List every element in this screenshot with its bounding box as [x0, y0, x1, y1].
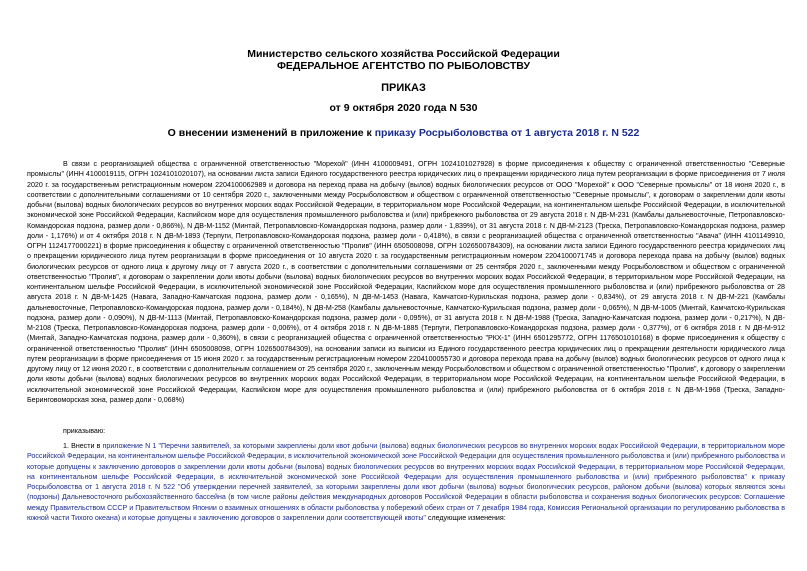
appendix-link[interactable]: приложение N 1 "Перечни заявителей, за которыми закреплены доли квот добычи (вылова) водных биологических ресурсов во внутренних морских водах Российской Федерации, в территориальном море Российской Федерации, на континентальном шельфе Российской Федерации, в исключительной экономической зоне Российской Федерации для осуществления промышленного рыболовства и (или) прибрежного рыболовства и которые допущены к заключению договоров о закреплении доли квоты добычи (вылова) водных биологических ресурсов во внутренних морских водах Российской Федерации, в территориальном море Российской Федерации, на континентальном шельфе Российской Федерации, в исключительной экономической зоне Российской Федерации для осуществления промышленного рыболовства и (или) прибрежного рыболовства" к приказу Росрыболовства от 1 августа 2018 г. N 522 "Об утверждении перечней заявителей, за которыми закреплены доли квот добычи (вылова) водных биологических ресурсов, районом добычи (вылова) которых являются зоны (подзоны) Дальневосточного рыбохозяйственного бассейна (в том числе районы действия международных договоров Российской Федерации в области рыболовства и сохранения водных биологических ресурсов: Соглашение между Правительством СССР и Правительством Японии о взаимных отношениях в области рыболовства у побережий обеих стран от 7 декабря 1984 года, Комиссия Региональной организации по регулированию рыболовства в южной части Тихого океана) и которые допущены к заключению договоров о закреплении доли соответствующей квоты"	[27, 442, 785, 522]
order-word: приказываю:	[63, 427, 106, 435]
title-order-link[interactable]: приказу Росрыболовства от 1 августа 2018 г. N 522	[374, 127, 640, 139]
document-title	[0, 127, 807, 139]
preamble-paragraph: В связи с реорганизацией общества с ограниченной ответственностью "Морехой" (ИНН 4100009491, ОГРН 1024101027928) в форме присоединения к обществу с ограниченной ответственностью "Северные промыслы" (ИНН 4100019115, ОГРН 1024101020107), на основании листа записи Единого государственного реестра юридических лиц о прекращении юридического лица путем реорганизации в форме присоединения от 7 июля 2020 г. за государственным регистрационным номером 2204100062989 и договора на переход права на добычу (вылов) водных биологических ресурсов от ООО "Морехой" к ООО "Северные промыслы" от 18 июня 2020 г., в соответствии с дополнительными соглашениями от 10 сентября 2020 г., заключенными между Росрыболовством и обществом с ограниченной ответственностью "Северные промыслы", к договорам о закреплении доли квоты добычи (вылова) водных биологических ресурсов во внутренних морских водах Российской Федерации, в территориальном море Российской Федерации, на континентальном шельфе Российской Федерации, в исключительной экономической зоне Российской Федерации, Каспийском море для осуществления промышленного рыболовства и (или) прибрежного рыболовства от 29 августа 2018 г. N ДВ-М-231 (Камбалы дальневосточные, Петропавловско-Командорская подзона, размер доли - 0,866%), N ДВ-М-1152 (Минтай, Петропавловско-Командорская подзона, размер доли - 1,839%), от 31 августа 2018 г. N ДВ-М-2123 (Треска, Петропавловско-Командорская подзона, размер доли - 1,176%) и от 4 октября 2018 г. N ДВ-М-1893 (Терпуги, Петропавловско-Командорская подзона, размер доли - 0,418%), в связи с реорганизацией общества с ограниченной ответственностью "Авача" (ИНН 4101149910, ОГРН 1124177000221) в форме присоединения к обществу с ограниченной ответственностью "Пролив" (ИНН 6505008098, ОГРН 1026500784309), на основании листа записи Единого государственного реестра юридических лиц о прекращении юридического лица путем реорганизации в форме присоединения от 10 августа 2020 г. за государственным регистрационным номером 2204100071745 и договора перехода права на добычу (вылов) водных биологических ресурсов от одного лица к другому лицу от 7 августа 2020 г., в соответствии с дополнительными соглашениями от 25 сентября 2020 г., заключенными между Росрыболовством и обществом с ограниченной ответственностью "Пролив", к договорам о закреплении доли квоты добычи (вылова) водных биологических ресурсов во внутренних морских водах Российской Федерации, в территориальном море Российской Федерации, на континентальном шельфе Российской Федерации, в исключительной экономической зоне Российской Федерации, Каспийском море для осуществления промышленного рыболовства и (или) прибрежного рыболовства от 28 августа 2018 г. N ДВ-М-1425 (Навага, Западно-Камчатская подзона, размер доли - 0,165%), N ДВ-М-1453 (Навага, Камчатско-Курильская подзона, размер доли - 0,834%), от 29 августа 2018 г. N ДВ-М-221 (Камбалы дальневосточные, Петропавловско-Командорская подзона, размер доли - 0,184%), N ДВ-М-258 (Камбалы дальневосточные, Камчатско-Курильская подзона, размер доли - 0,065%), N ДВ-М-1005 (Минтай, Камчатско-Курильская подзона, размер доли - 0,090%), N ДВ-М-1113 (Минтай, Петропавловско-Командорская подзона, размер доли - 0,095%), от 31 августа 2018 г. N ДВ-М-1988 (Треска, Западно-Камчатская подзона, размер доли - 0,217%), N ДВ-М-2108 (Треска, Петропавловско-Командорская подзона, размер доли - 0,006%), от 4 октября 2018 г. N ДВ-М-1885 (Терпуги, Петропавловско-Командорская подзона, размер доли - 0,377%), от 6 октября 2018 г. N ДВ-М-912 (Минтай, Западно-Камчатская подзона, размер доли - 0,360%), в связи с реорганизацией общества с ограниченной ответственностью "РКХ-1" (ИНН 6501295772, ОГРН 1176501010168) в форме присоединения к обществу с ограниченной ответственностью "Пролив" (ИНН 6505008098, ОГРН 1026500784309), на основании записи из выписки из Единого государственного реестра юридических лиц о прекращении деятельности юридического лица путем реорганизации в форме присоединения от 15 июня 2020 г. за государственным регистрационным номером 2204100055730 и договора перехода права на добычу (вылов) водных биологических ресурсов от одного лица к другому лицу от 12 июня 2020 г., в соответствии с дополнительным соглашением от 25 сентября 2020 г., заключенным между Росрыболовством и обществом с ограниченной ответственностью "Пролив", к договору о закреплении доли квоты добычи (вылова) водных биологических ресурсов во внутренних морских водах Российской Федерации, в территориальном море Российской Федерации, на континентальном шельфе Российской Федерации, в исключительной экономической зоне Российской Федерации, Каспийском море для осуществления промышленного рыболовства и (или) прибрежного рыболовства от 6 октября 2018 г. N ДВ-М-1968 (Треска, Западно-Беринговоморская зона, размер доли - 0,068%)	[27, 160, 785, 404]
title-prefix: О внесении изменений в приложение к	[167, 127, 375, 139]
agency-heading: ФЕДЕРАЛЬНОЕ АГЕНТСТВО ПО РЫБОЛОВСТВУ	[276, 60, 531, 72]
item-1-prefix: 1. Внести в	[63, 442, 103, 450]
order-heading: ПРИКАЗ	[381, 82, 426, 94]
order-date-number: от 9 октября 2020 года N 530	[329, 102, 478, 114]
ministry-heading: Министерство сельского хозяйства Российской Федерации	[247, 48, 560, 60]
item-1-paragraph	[27, 441, 785, 523]
item-1-suffix: следующие изменения:	[425, 513, 506, 522]
